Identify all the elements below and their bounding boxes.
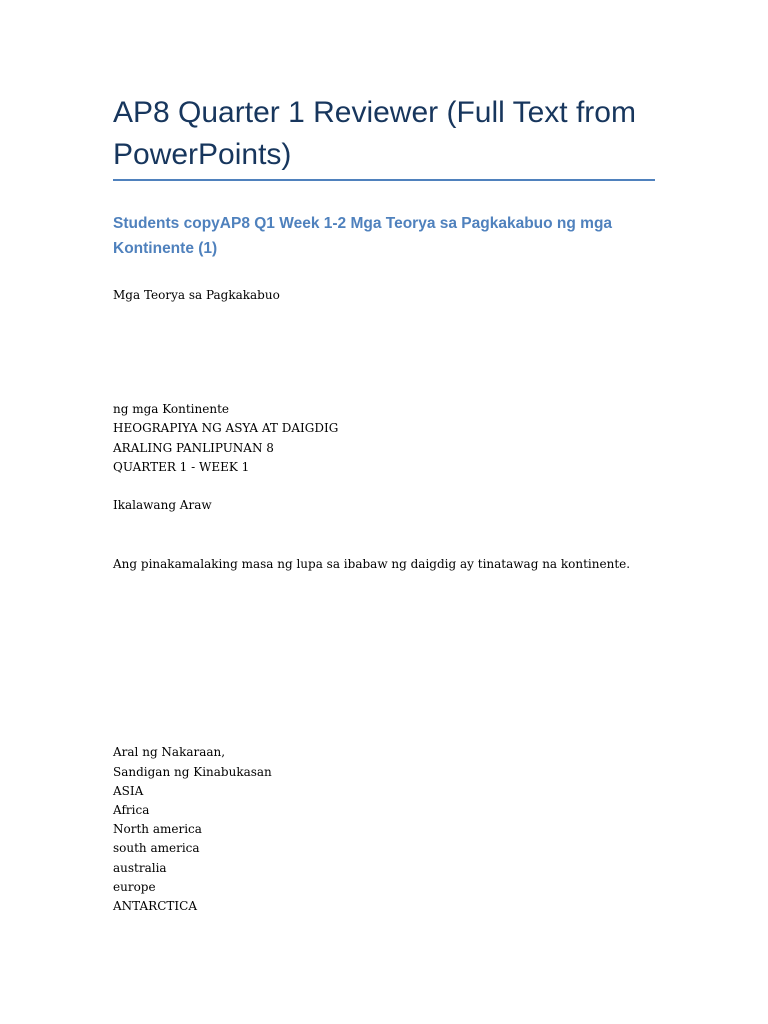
list-line: Aral ng Nakaraan, [113,745,226,760]
course-info-line: HEOGRAPIYA NG ASYA AT DAIGDIG [113,421,339,436]
list-line: europe [113,879,156,894]
list-line: ASIA [113,783,144,798]
document-title: AP8 Quarter 1 Reviewer (Full Text from PowerPoints) [113,96,636,171]
paragraph-definition: Ang pinakamalaking masa ng lupa sa ibabaw ng daigdig ay tinatawag na kontinente. [113,557,631,572]
list-line: Sandigan ng Kinabukasan [113,764,272,779]
paragraph-course-info [113,400,655,477]
paragraph-continent-list [113,743,655,916]
section-heading: Students copyAP8 Q1 Week 1-2 Mga Teorya sa Pagkakabuo ng mga Kontinente (1) [113,215,613,257]
course-info-line: QUARTER 1 - WEEK 1 [113,459,250,474]
list-line: ANTARCTICA [113,899,197,914]
course-info-line: ARALING PANLIPUNAN 8 [113,440,274,455]
title-underline-rule [113,179,655,181]
paragraph-theory-title: Mga Teorya sa Pagkakabuo [113,288,280,302]
list-line: Africa [113,803,150,818]
list-line: south america [113,841,200,856]
list-line: North america [113,822,202,837]
course-info-line: ng mga Kontinente [113,402,229,417]
list-line: australia [113,860,167,875]
document-page [113,92,655,916]
paragraph-day: Ikalawang Araw [113,498,212,513]
